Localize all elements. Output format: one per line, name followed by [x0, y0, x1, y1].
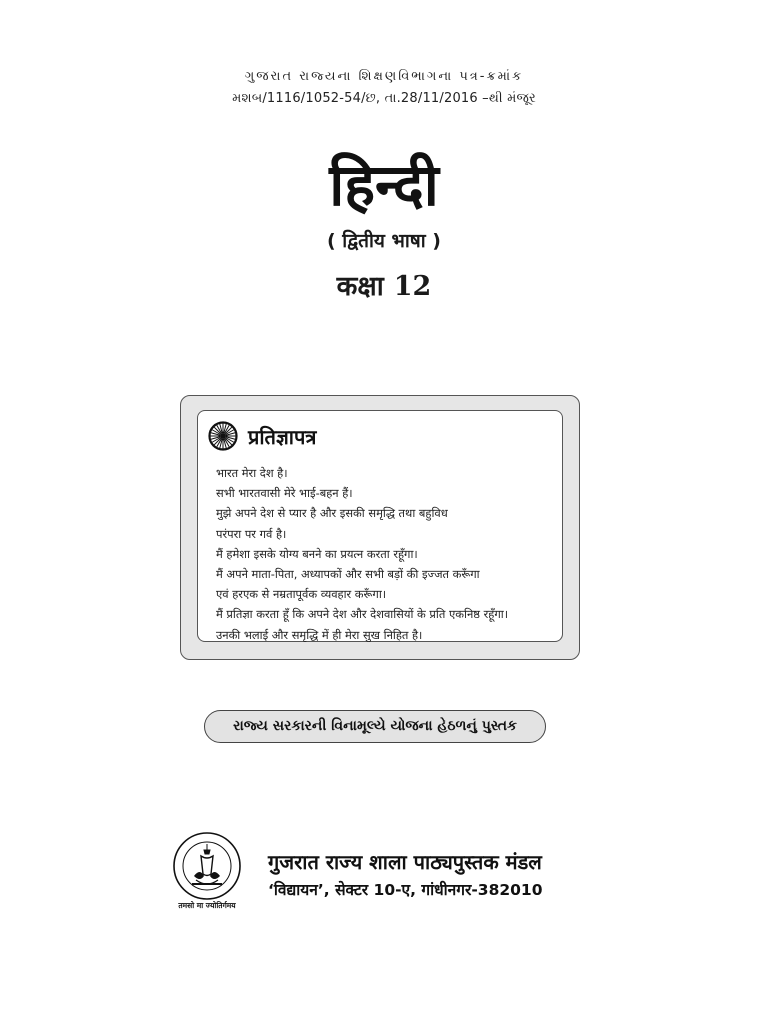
pledge-line: उनकी भलाई और समृद्धि में ही मेरा सुख निहित है।: [216, 627, 423, 642]
publisher-address: ‘विद्यायन’, सेक्टर 10-ए, गांधीनगर-382010: [268, 881, 543, 899]
ashoka-chakra-icon: [208, 421, 238, 451]
pledge-box: [180, 395, 580, 660]
pledge-line: मैं अपने माता-पिता, अध्यापकों और सभी बड़ों की इज्जत करूँगा: [216, 566, 480, 581]
free-scheme-notice: રાજ્ય સરકારની વિનામૂલ્યે યોજના હેઠળનું પુસ્તક: [204, 710, 546, 743]
pledge-header: [216, 419, 548, 453]
pledge-line: एवं हरएक से नम्रतापूर्वक व्यवहार करूँगा।: [216, 587, 387, 602]
class-number: 12: [393, 271, 432, 302]
logo-motto: तमसो मा ज्योतिर्गमय: [178, 901, 236, 910]
board-emblem-icon: [164, 830, 250, 912]
class-heading: [0, 268, 768, 306]
pledge-title: प्रतिज्ञापत्र: [248, 424, 317, 449]
pledge-line: मुझे अपने देश से प्यार है और इसकी समृद्धि तथा बहुविध: [216, 506, 448, 521]
class-label: कक्षा: [336, 271, 384, 302]
pledge-line: मैं हमेशा इसके योग्य बनने का प्रयत्न करता रहूँगा।: [216, 546, 418, 561]
book-subtitle: ( द्वितीय भाषा ): [326, 230, 441, 252]
pledge-line: भारत मेरा देश है।: [216, 466, 288, 480]
approval-line-2: મશબ/1116/1052-54/છ, તા.28/11/2016 –થી મંજૂર: [232, 91, 536, 106]
pledge-card: [197, 410, 563, 642]
book-title: हिन्दी: [329, 151, 439, 219]
pledge-line: परंपरा पर गर्व है।: [216, 526, 287, 541]
pledge-text: [216, 463, 548, 645]
publisher-name: गुजरात राज्य शाला पाठ्यपुस्तक मंडल: [268, 850, 542, 874]
pledge-line: मैं प्रतिज्ञा करता हूँ कि अपने देश और देशवासियों के प्रति एकनिष्ठ रहूँगा।: [216, 607, 509, 622]
pledge-line: सभी भारतवासी मेरे भाई-बहन हैं।: [216, 486, 353, 501]
approval-notice: [0, 66, 768, 110]
approval-line-1: ગુજરાત રાજ્યના શિક્ષણવિભાગના પત્ર-ક્રમાંક: [244, 69, 524, 84]
